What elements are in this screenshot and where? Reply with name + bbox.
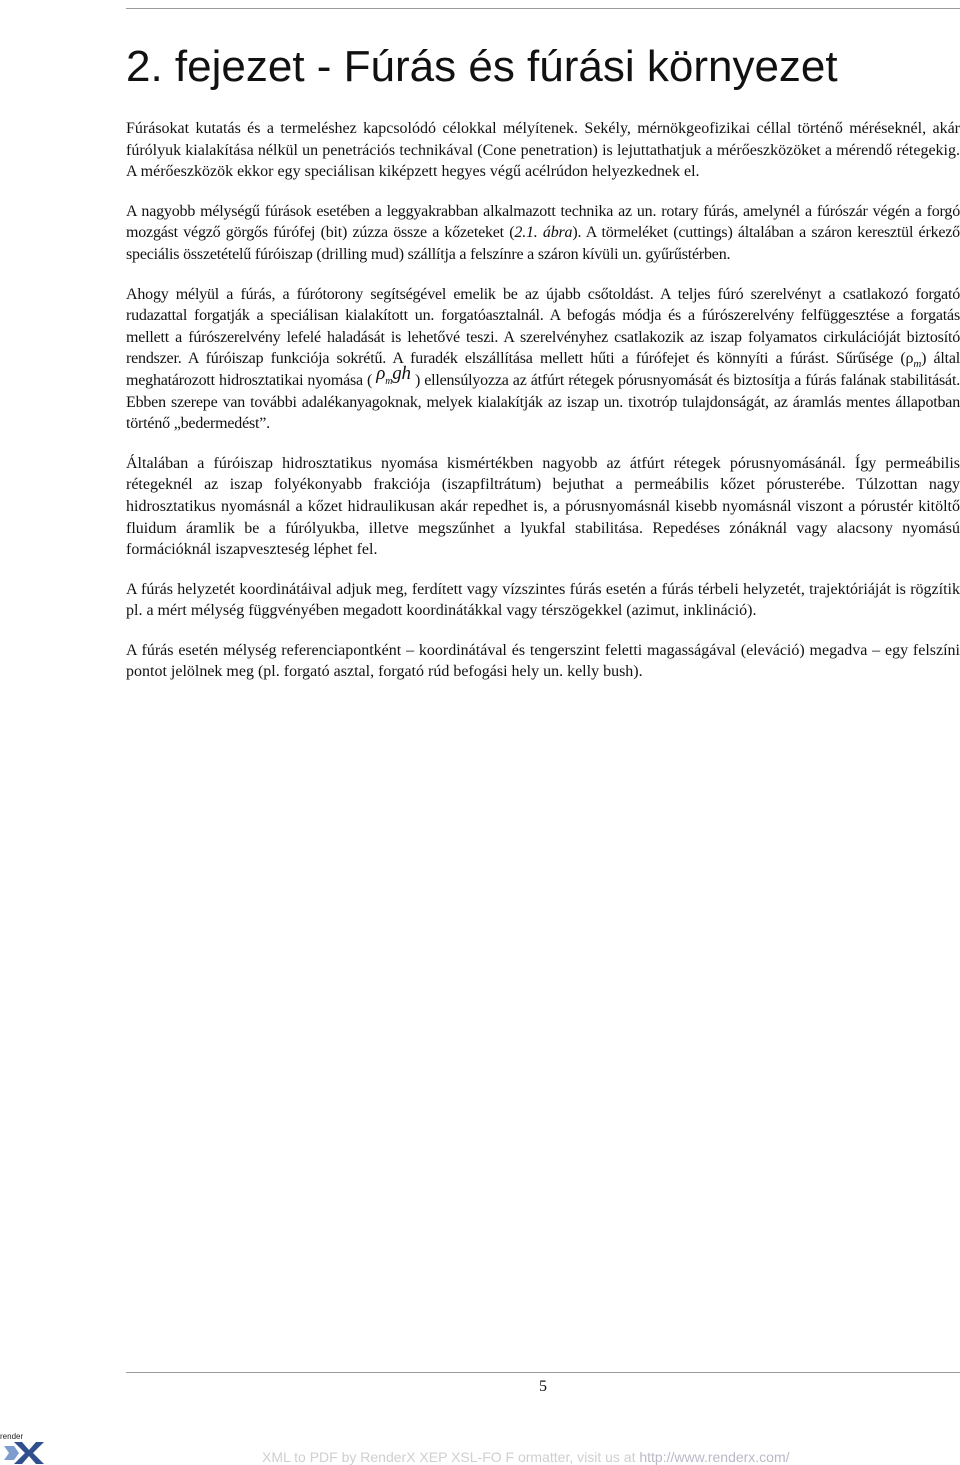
density-symbol: ρ: [905, 350, 914, 368]
renderx-logo-text: render: [0, 1432, 24, 1441]
formula-gh: gh: [392, 362, 411, 384]
hydrostatic-pressure-formula: [376, 362, 411, 387]
paragraph-rotary-text-1: A nagyobb mélységű fúrások esetében a leggyakrabban alkalmazott technika az un. rotary fúrás, amelynél a fúrószár végén a forgó mozgást végző görgős fúrófej (bit) zúzza össze a kőzeteket (: [126, 202, 960, 242]
paragraph-mud-text-2: ) által meghatározott hidrosztatikai nyomása (: [126, 350, 960, 389]
paragraph-rotary: [126, 201, 960, 266]
bottom-rule: [126, 1372, 960, 1373]
paragraph-drilling-mud: [126, 284, 960, 435]
top-rule: [126, 8, 960, 9]
paragraph-mud-text-1: Ahogy mélyül a fúrás, a fúrótorony segítségével emelik be az újabb csőtoldást. A teljes fúró szerelvényt a csatlakozó forgató rudazattal forgatják a speciálisan kialakított un. forgatóasztalnál. A befogás módja és a fúrószerelvény felfüggesztése a forgatás mellett a fúrószerelvény lefelé haladását is lehetővé teszi. A szerelvényhez csatlakozik az iszap folyamatos cirkulációját biztosító rendszer. A fúróiszap funkciója sokrétű. A furadék elszállítása mellett hűti a fúrófejet és könnyíti a fúrást. Sűrűsége (: [126, 285, 960, 368]
renderx-link[interactable]: http://www.renderx.com/: [639, 1449, 790, 1465]
paragraph-rotary-text-2: ). A törmeléket (cuttings) általában a száron keresztül érkező speciális összetételű fúróiszap (drilling mud) szállítja a felszínre a száron kívüli un. gyűrűstérben.: [126, 224, 960, 263]
footer-note: [262, 1449, 790, 1465]
chapter-title: 2. fejezet - Fúrás és fúrási környezet: [126, 42, 838, 91]
paragraph-position: A fúrás helyzetét koordinátáival adjuk meg, ferdített vagy vízszintes fúrás esetén a fúrás térbeli helyzetét, trajektóriáját is rögzítik pl. a mért mélység függvényében megadott koordinátákkal vagy térszögekkel (azimut, inklináció).: [126, 580, 960, 620]
paragraph-mud-text-3: ) ellensúlyozza az átfúrt rétegek pórusnyomását és biztosítja a fúrás falának stabilitását. Ebben szerepe van további adalékanyagoknak, melyek kialakítják az iszap un. tixotróp tulajdonságát, az áramlás mentes állapotban történő „bedermedést”.: [126, 371, 960, 433]
paragraph-intro: Fúrásokat kutatás és a termeléshez kapcsolódó célokkal mélyítenek. Sekély, mérnökgeofizikai céllal történő méréseknél, akár fúrólyuk kialakítása nélkül un penetrációs technikával (Cone penetration) is lejuttathatjuk a mérőeszközöket a mérendő rétegekig. A mérőeszközök ekkor egy speciálisan kiképzett hegyes végű acélrúdon helyezkednek el.: [126, 120, 960, 181]
renderx-logo-accent: [4, 1446, 19, 1460]
paragraph-reference-point: A fúrás esetén mélység referenciapontként – koordinátával és tengerszint feletti magasságával (eleváció) megadva – egy felszíni pontot jelölnek meg (pl. forgató asztal, forgató rúd befogási hely un. kelly bush).: [126, 641, 960, 681]
renderx-logo-icon: [0, 1430, 48, 1464]
figure-reference-link[interactable]: 2.1. ábra: [514, 224, 573, 242]
formula-subscript: m: [385, 375, 393, 387]
formula-rho: ρ: [376, 362, 386, 384]
body-text: [126, 118, 960, 701]
page-number: 5: [539, 1378, 547, 1395]
density-subscript: m: [913, 358, 922, 371]
footer-note-text: XML to PDF by RenderX XEP XSL-FO F ormatter, visit us at: [262, 1449, 640, 1465]
paragraph-pressure: Általában a fúróiszap hidrosztatikus nyomása kismértékben nagyobb az átfúrt rétegek pórusnyomásánál. Így permeábilis rétegeknél az iszap folyékonyabb frakciója (iszapfiltrátum) bejuthat a permeábilis kőzet pórusterébe. Túlzottan nagy hidrosztatikus nyomásnál a kőzet hidraulikusan akár repedhet is, a pórusnyomásnál kisebb nyomásnál viszont a pórustér kitöltő fluidum áramlik be a fúrólyukba, illetve megszűnhet a lyukfal stabilitása. Repedéses zónáknál vagy alacsony nyomású formációknál iszapveszteség léphet fel.: [126, 454, 960, 559]
